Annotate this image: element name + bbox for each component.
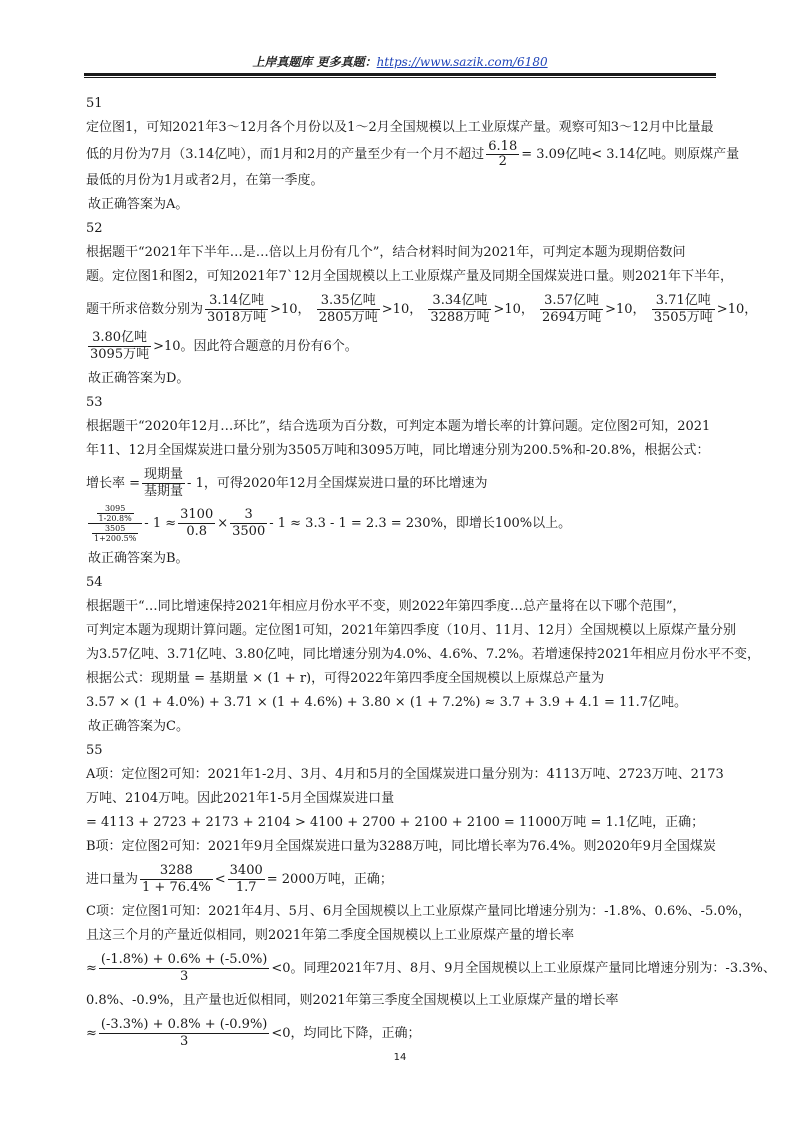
q54-answer: 故正确答案为C。 [88, 719, 189, 734]
answer-content [86, 92, 776, 1054]
q55-c-line3: ≈ $\frac{(-1.8\%) + 0.6\% + (-5.0\%)}{3}$ <0。同理2021年7月、8月、9月全国规模以上工业原煤产量同比增速分别为：-3.3%、 [86, 952, 776, 984]
q54-line5: 3.57 × (1 + 4.0%) + 3.71 × (1 + 4.6%) + 3.80 × (1 + 7.2%) ≈ 3.7 + 3.9 + 4.1 = 11.7亿吨。 [86, 695, 688, 710]
q53-formula: 增长率 = $\frac{\text{现期量}}{\text{基期量}}$ - 1，可得2020年12月全国煤炭进口量的环比增速为 [86, 467, 488, 499]
q53-line2: 年11、12月全国煤炭进口量分别为3505万吨和3095万吨，同比增速分别为200.5%和-20.8%，根据公式： [86, 443, 710, 458]
q52-line4: $\frac{\text{3.80亿吨}}{\text{3095万吨}}$ >10。因此符合题意的月份有6个。 [90, 330, 358, 362]
header-rule-thin [84, 77, 716, 78]
q51-line3: 最低的月份为1月或者2月，在第一季度。 [86, 173, 324, 188]
q52-line1: 根据题干“2021年下半年…是…倍以上月份有几个”，结合材料时间为2021年，可判定本题为现期倍数问 [86, 245, 686, 260]
q54-line3: 为3.57亿吨、3.71亿吨、3.80亿吨，同比增速分别为4.0%、4.6%、7.2%。若增速保持2021年相应月份水平不变， [86, 647, 761, 662]
header-rule [84, 73, 716, 76]
q55-c-fraction-2: $\frac{(-3.3\%) + 0.8\% + (-0.9\%)}{3}$ [100, 1017, 268, 1049]
q51-line2: 低的月份为7月（3.14亿吨），而1月和2月的产量至少有一个月不超过 $\frac{6.18}{2}$ = 3.09亿吨< 3.14亿吨。则原煤产量 [86, 139, 740, 169]
q52-answer: 故正确答案为D。 [88, 371, 190, 386]
q52-fraction-4: $\frac{\text{3.57亿吨}}{\text{2694万吨}}$ [542, 293, 602, 325]
q53-fraction-b: $\frac{3}{3500}$ [232, 507, 266, 539]
q55-c-line2: 且这三个月的产量近似相同，则2021年第二季度全国规模以上工业原煤产量的增长率 [86, 928, 575, 943]
q52-number: 52 [86, 221, 103, 236]
q53-calc: $\frac{\frac{3095}{1-20.8\%}}{\frac{3505}{1+200.5\%}}$ - 1 ≈ $\frac{3100}{0.8}$ × $\frac{3}{3500}$ - 1 ≈ 3.3 - 1 = 2.3 = 230%，即增长100%以上。 [86, 504, 716, 543]
q52-fraction-1: $\frac{\text{3.14亿吨}}{\text{3018万吨}}$ [207, 293, 267, 325]
q53-fraction-a: $\frac{3100}{0.8}$ [180, 507, 214, 539]
q51-number: 51 [86, 96, 103, 111]
q52-fraction-5: $\frac{\text{3.71亿吨}}{\text{3505万吨}}$ [653, 293, 713, 325]
q53-number: 53 [86, 395, 103, 410]
q55-b-fraction-1: $\frac{3288}{1 + 76.4\%}$ [142, 863, 211, 895]
q52-line3: 题干所求倍数分别为 $\frac{\text{3.14亿吨}}{\text{3018万吨}}$ >10， $\frac{\text{3.35亿吨}}{\text{2805万吨}}$ >10， $\frac{\text{3.34亿吨}}{\text{3288万吨}}$ >10， $\frac{\text{3.57亿吨}}{\text{2694万吨}}$ >10， $\frac{\text{3.71亿吨}}{\text{3505万吨}}$ >10， [86, 293, 758, 325]
q52-fraction-2: $\frac{\text{3.35亿吨}}{\text{2805万吨}}$ [318, 293, 378, 325]
header-prefix: 上岸真题库 更多真题： [252, 55, 377, 69]
q55-b-line2: 进口量为 $\frac{3288}{1 + 76.4\%}$ < $\frac{3400}{1.7}$ = 2000万吨，正确； [86, 863, 393, 895]
q54-number: 54 [86, 575, 103, 590]
q55-b-fraction-2: $\frac{3400}{1.7}$ [229, 863, 263, 895]
q55-a-line2: 万吨、2104万吨。因此2021年1-5月全国煤炭进口量 [86, 791, 395, 806]
q53-answer: 故正确答案为B。 [88, 551, 189, 566]
q53-growth-fraction: $\frac{\text{现期量}}{\text{基期量}}$ [144, 467, 184, 499]
q53-line1: 根据题干“2020年12月…环比”，结合选项为百分数，可判定本题为增长率的计算问题。定位图2可知，2021 [86, 419, 711, 434]
q51-fraction: $\frac{6.18}{2}$ [488, 139, 518, 169]
q55-c-line5: ≈ $\frac{(-3.3\%) + 0.8\% + (-0.9\%)}{3}$ <0，均同比下降，正确； [86, 1017, 421, 1049]
q52-line2: 题。定位图1和图2，可知2021年7`12月全国规模以上工业原煤产量及同期全国煤炭进口量。则2021年下半年， [86, 269, 734, 284]
page-header [0, 53, 800, 70]
q55-number: 55 [86, 743, 103, 758]
q55-c-line1: C项：定位图1可知：2021年4月、5月、6月全国规模以上工业原煤产量同比增速分别为：-1.8%、0.6%、-5.0%， [86, 904, 751, 919]
page-number: 14 [393, 1052, 407, 1063]
header-link[interactable]: https://www.sazik.com/6180 [376, 55, 548, 69]
q53-compound-fraction: $\frac{\frac{3095}{1-20.8\%}}{\frac{3505}{1+200.5\%}}$ [88, 504, 142, 543]
q51-line1: 定位图1，可知2021年3～12月各个月份以及1～2月全国规模以上工业原煤产量。观察可知3～12月中比量最 [86, 120, 714, 135]
q55-c-fraction-1: $\frac{(-1.8\%) + 0.6\% + (-5.0\%)}{3}$ [100, 952, 268, 984]
q52-fraction-3: $\frac{\text{3.34亿吨}}{\text{3288万吨}}$ [430, 293, 490, 325]
q55-a-line1: A项：定位图2可知：2021年1-2月、3月、4月和5月的全国煤炭进口量分别为：4113万吨、2723万吨、2173 [86, 767, 724, 782]
q51-answer: 故正确答案为A。 [88, 197, 189, 212]
q55-a-line3: = 4113 + 2723 + 2173 + 2104 > 4100 + 2700 + 2100 + 2100 = 11000万吨 = 1.1亿吨，正确； [86, 815, 705, 830]
q52-fraction-6: $\frac{\text{3.80亿吨}}{\text{3095万吨}}$ [90, 330, 150, 362]
q54-line4: 根据公式：现期量 = 基期量 × (1 + r)，可得2022年第四季度全国规模以上原煤总产量为 [86, 671, 605, 686]
q54-line1: 根据题干“…同比增速保持2021年相应月份水平不变，则2022年第四季度…总产量将在以下哪个范围”， [86, 599, 686, 614]
q55-b-line1: B项：定位图2可知：2021年9月全国煤炭进口量为3288万吨，同比增长率为76.4%。则2020年9月全国煤炭 [86, 839, 716, 854]
q54-line2: 可判定本题为现期计算问题。定位图1可知，2021年第四季度（10月、11月、12月）全国规模以上原煤产量分别 [86, 623, 736, 638]
q55-c-line4: 0.8%、-0.9%，且产量也近似相同，则2021年第三季度全国规模以上工业原煤产量的增长率 [86, 993, 619, 1008]
